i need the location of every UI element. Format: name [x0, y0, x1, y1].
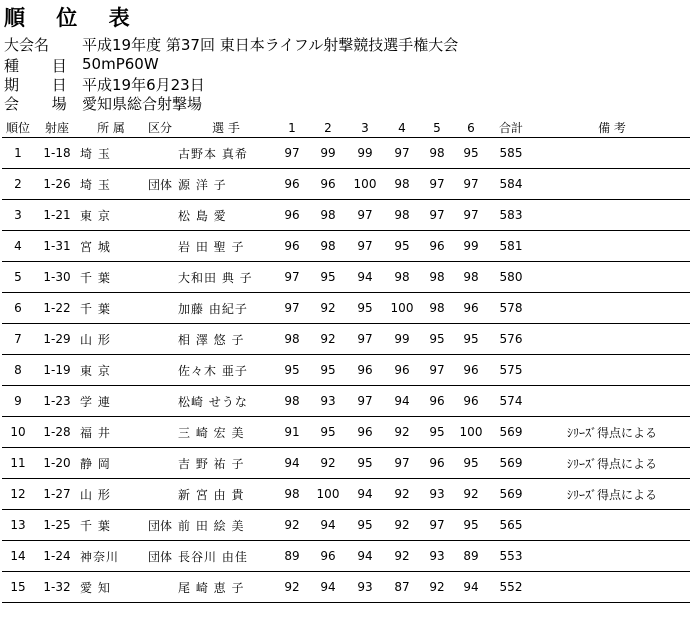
venue-value: 愛知県総合射撃場 [82, 95, 203, 113]
affiliation-cell: 静 岡 [80, 448, 142, 479]
series4-score-cell: 96 [384, 355, 420, 386]
lane-cell: 1-27 [34, 479, 80, 510]
name-cell: 新 宮 由 貴 [178, 479, 274, 510]
lane-cell: 1-24 [34, 541, 80, 572]
series5-score-cell: 93 [420, 479, 454, 510]
series4-score-cell: 98 [384, 262, 420, 293]
series4-score-cell: 98 [384, 169, 420, 200]
event-label: 種 目 [4, 57, 81, 75]
series3-score-cell: 100 [346, 169, 384, 200]
total-score-cell: 581 [488, 231, 534, 262]
series1-score-cell: 94 [274, 448, 310, 479]
series1-score-cell: 95 [274, 355, 310, 386]
series2-score-cell: 95 [310, 262, 346, 293]
affiliation-cell: 埼 玉 [80, 138, 142, 169]
series6-score-cell: 95 [454, 138, 488, 169]
rank-cell: 11 [2, 448, 34, 479]
series1-score-cell: 97 [274, 293, 310, 324]
rank-cell: 12 [2, 479, 34, 510]
name-cell: 佐々木 亜子 [178, 355, 274, 386]
lane-cell: 1-23 [34, 386, 80, 417]
series4-score-cell: 92 [384, 479, 420, 510]
affiliation-cell: 千 葉 [80, 293, 142, 324]
rank-cell: 6 [2, 293, 34, 324]
note-cell [534, 200, 690, 231]
name-cell: 長谷川 由佳 [178, 541, 274, 572]
name-cell: 尾 崎 恵 子 [178, 572, 274, 603]
rank-cell: 14 [2, 541, 34, 572]
table-row [2, 479, 690, 510]
series1-score-cell: 92 [274, 572, 310, 603]
venue-label: 会 場 [4, 95, 81, 113]
affiliation-cell: 宮 城 [80, 231, 142, 262]
event-value: 50mP60W [82, 55, 159, 73]
name-cell: 古野本 真希 [178, 138, 274, 169]
col-header-lane: 射座 [34, 118, 80, 138]
table-row [2, 417, 690, 448]
series6-score-cell: 100 [454, 417, 488, 448]
table-row [2, 293, 690, 324]
total-score-cell: 575 [488, 355, 534, 386]
rank-cell: 10 [2, 417, 34, 448]
series3-score-cell: 95 [346, 293, 384, 324]
series2-score-cell: 96 [310, 169, 346, 200]
series6-score-cell: 96 [454, 355, 488, 386]
affiliation-cell: 学 連 [80, 386, 142, 417]
series1-score-cell: 98 [274, 386, 310, 417]
note-cell: ｼﾘｰｽﾞ得点による [534, 479, 690, 510]
series2-score-cell: 92 [310, 293, 346, 324]
rank-cell: 15 [2, 572, 34, 603]
name-cell: 三 崎 宏 美 [178, 417, 274, 448]
name-cell: 松 島 愛 [178, 200, 274, 231]
table-row [2, 324, 690, 355]
rank-cell: 9 [2, 386, 34, 417]
series3-score-cell: 99 [346, 138, 384, 169]
series1-score-cell: 96 [274, 169, 310, 200]
total-score-cell: 553 [488, 541, 534, 572]
series3-score-cell: 93 [346, 572, 384, 603]
series5-score-cell: 97 [420, 200, 454, 231]
rank-cell: 13 [2, 510, 34, 541]
date-label: 期 日 [4, 76, 81, 94]
series1-score-cell: 91 [274, 417, 310, 448]
rank-cell: 5 [2, 262, 34, 293]
series2-score-cell: 94 [310, 510, 346, 541]
table-row [2, 386, 690, 417]
name-cell: 前 田 絵 美 [178, 510, 274, 541]
series1-score-cell: 89 [274, 541, 310, 572]
total-score-cell: 580 [488, 262, 534, 293]
series6-score-cell: 94 [454, 572, 488, 603]
series1-score-cell: 92 [274, 510, 310, 541]
division-cell [142, 479, 178, 510]
note-cell: ｼﾘｰｽﾞ得点による [534, 448, 690, 479]
series4-score-cell: 97 [384, 448, 420, 479]
series3-score-cell: 97 [346, 324, 384, 355]
total-score-cell: 552 [488, 572, 534, 603]
lane-cell: 1-19 [34, 355, 80, 386]
series6-score-cell: 96 [454, 386, 488, 417]
division-cell [142, 386, 178, 417]
col-header-s3: 3 [346, 118, 384, 138]
series6-score-cell: 95 [454, 448, 488, 479]
rank-cell: 4 [2, 231, 34, 262]
total-score-cell: 569 [488, 417, 534, 448]
series5-score-cell: 97 [420, 169, 454, 200]
series4-score-cell: 92 [384, 417, 420, 448]
table-row [2, 448, 690, 479]
series2-score-cell: 99 [310, 138, 346, 169]
affiliation-cell: 山 形 [80, 479, 142, 510]
series6-score-cell: 99 [454, 231, 488, 262]
series1-score-cell: 96 [274, 231, 310, 262]
series2-score-cell: 94 [310, 572, 346, 603]
division-cell: 団体 [142, 169, 178, 200]
series5-score-cell: 96 [420, 231, 454, 262]
division-cell [142, 417, 178, 448]
series4-score-cell: 87 [384, 572, 420, 603]
series5-score-cell: 98 [420, 262, 454, 293]
series3-score-cell: 96 [346, 355, 384, 386]
rank-cell: 1 [2, 138, 34, 169]
division-cell [142, 324, 178, 355]
tournament-label: 大会名 [4, 36, 50, 54]
lane-cell: 1-29 [34, 324, 80, 355]
table-row [2, 200, 690, 231]
table-row [2, 572, 690, 603]
lane-cell: 1-26 [34, 169, 80, 200]
series3-score-cell: 97 [346, 200, 384, 231]
ranking-table [2, 118, 690, 603]
page-title: 順 位 表 [4, 6, 142, 30]
rank-cell: 3 [2, 200, 34, 231]
series2-score-cell: 98 [310, 231, 346, 262]
lane-cell: 1-30 [34, 262, 80, 293]
col-header-note: 備 考 [534, 118, 690, 138]
series6-score-cell: 96 [454, 293, 488, 324]
series2-score-cell: 98 [310, 200, 346, 231]
series3-score-cell: 94 [346, 262, 384, 293]
note-cell [534, 510, 690, 541]
series2-score-cell: 95 [310, 355, 346, 386]
tournament-value: 平成19年度 第37回 東日本ライフル射撃競技選手権大会 [82, 36, 459, 54]
col-header-s5: 5 [420, 118, 454, 138]
total-score-cell: 578 [488, 293, 534, 324]
series5-score-cell: 95 [420, 417, 454, 448]
total-score-cell: 569 [488, 448, 534, 479]
series1-score-cell: 98 [274, 479, 310, 510]
rank-cell: 8 [2, 355, 34, 386]
series2-score-cell: 92 [310, 324, 346, 355]
note-cell [534, 541, 690, 572]
series4-score-cell: 95 [384, 231, 420, 262]
total-score-cell: 583 [488, 200, 534, 231]
division-cell: 団体 [142, 510, 178, 541]
table-row [2, 169, 690, 200]
division-cell: 団体 [142, 541, 178, 572]
affiliation-cell: 東 京 [80, 355, 142, 386]
rank-cell: 2 [2, 169, 34, 200]
series6-score-cell: 95 [454, 324, 488, 355]
division-cell [142, 355, 178, 386]
col-header-total: 合計 [488, 118, 534, 138]
total-score-cell: 584 [488, 169, 534, 200]
division-cell [142, 138, 178, 169]
name-cell: 加藤 由紀子 [178, 293, 274, 324]
series5-score-cell: 98 [420, 138, 454, 169]
note-cell [534, 169, 690, 200]
name-cell: 松崎 せうな [178, 386, 274, 417]
affiliation-cell: 埼 玉 [80, 169, 142, 200]
total-score-cell: 585 [488, 138, 534, 169]
affiliation-cell: 東 京 [80, 200, 142, 231]
division-cell [142, 231, 178, 262]
name-cell: 吉 野 祐 子 [178, 448, 274, 479]
table-row [2, 231, 690, 262]
division-cell [142, 200, 178, 231]
col-header-s2: 2 [310, 118, 346, 138]
series1-score-cell: 96 [274, 200, 310, 231]
lane-cell: 1-21 [34, 200, 80, 231]
note-cell [534, 293, 690, 324]
series4-score-cell: 92 [384, 541, 420, 572]
series5-score-cell: 92 [420, 572, 454, 603]
table-row [2, 355, 690, 386]
table-row [2, 541, 690, 572]
total-score-cell: 574 [488, 386, 534, 417]
series1-score-cell: 98 [274, 324, 310, 355]
series5-score-cell: 98 [420, 293, 454, 324]
series3-score-cell: 97 [346, 231, 384, 262]
series6-score-cell: 97 [454, 200, 488, 231]
lane-cell: 1-20 [34, 448, 80, 479]
col-header-s6: 6 [454, 118, 488, 138]
affiliation-cell: 千 葉 [80, 510, 142, 541]
series3-score-cell: 96 [346, 417, 384, 448]
lane-cell: 1-32 [34, 572, 80, 603]
series4-score-cell: 98 [384, 200, 420, 231]
lane-cell: 1-25 [34, 510, 80, 541]
series2-score-cell: 93 [310, 386, 346, 417]
series4-score-cell: 100 [384, 293, 420, 324]
col-header-s1: 1 [274, 118, 310, 138]
total-score-cell: 569 [488, 479, 534, 510]
col-header-division: 区分 [142, 118, 178, 138]
series1-score-cell: 97 [274, 138, 310, 169]
date-value: 平成19年6月23日 [82, 76, 205, 94]
series2-score-cell: 96 [310, 541, 346, 572]
series5-score-cell: 97 [420, 355, 454, 386]
note-cell [534, 138, 690, 169]
lane-cell: 1-28 [34, 417, 80, 448]
note-cell [534, 231, 690, 262]
division-cell [142, 572, 178, 603]
name-cell: 相 澤 悠 子 [178, 324, 274, 355]
affiliation-cell: 千 葉 [80, 262, 142, 293]
series5-score-cell: 93 [420, 541, 454, 572]
series5-score-cell: 96 [420, 386, 454, 417]
series3-score-cell: 94 [346, 541, 384, 572]
series5-score-cell: 95 [420, 324, 454, 355]
series3-score-cell: 95 [346, 510, 384, 541]
col-header-s4: 4 [384, 118, 420, 138]
series6-score-cell: 92 [454, 479, 488, 510]
series6-score-cell: 89 [454, 541, 488, 572]
col-header-name: 選 手 [178, 118, 274, 138]
series3-score-cell: 95 [346, 448, 384, 479]
series4-score-cell: 94 [384, 386, 420, 417]
lane-cell: 1-18 [34, 138, 80, 169]
name-cell: 源 洋 子 [178, 169, 274, 200]
series5-score-cell: 97 [420, 510, 454, 541]
table-row [2, 138, 690, 169]
series4-score-cell: 99 [384, 324, 420, 355]
series4-score-cell: 92 [384, 510, 420, 541]
series1-score-cell: 97 [274, 262, 310, 293]
series5-score-cell: 96 [420, 448, 454, 479]
series6-score-cell: 98 [454, 262, 488, 293]
table-row [2, 262, 690, 293]
lane-cell: 1-31 [34, 231, 80, 262]
series4-score-cell: 97 [384, 138, 420, 169]
note-cell: ｼﾘｰｽﾞ得点による [534, 417, 690, 448]
note-cell [534, 262, 690, 293]
table-row [2, 510, 690, 541]
affiliation-cell: 山 形 [80, 324, 142, 355]
note-cell [534, 355, 690, 386]
lane-cell: 1-22 [34, 293, 80, 324]
note-cell [534, 324, 690, 355]
affiliation-cell: 愛 知 [80, 572, 142, 603]
series3-score-cell: 97 [346, 386, 384, 417]
affiliation-cell: 神奈川 [80, 541, 142, 572]
col-header-affiliation: 所 属 [80, 118, 142, 138]
total-score-cell: 565 [488, 510, 534, 541]
series2-score-cell: 92 [310, 448, 346, 479]
name-cell: 大和田 典 子 [178, 262, 274, 293]
total-score-cell: 576 [488, 324, 534, 355]
series6-score-cell: 95 [454, 510, 488, 541]
name-cell: 岩 田 聖 子 [178, 231, 274, 262]
series3-score-cell: 94 [346, 479, 384, 510]
division-cell [142, 262, 178, 293]
affiliation-cell: 福 井 [80, 417, 142, 448]
series2-score-cell: 100 [310, 479, 346, 510]
col-header-rank: 順位 [2, 118, 34, 138]
division-cell [142, 293, 178, 324]
note-cell [534, 386, 690, 417]
series6-score-cell: 97 [454, 169, 488, 200]
table-header-row [2, 118, 690, 138]
note-cell [534, 572, 690, 603]
division-cell [142, 448, 178, 479]
rank-cell: 7 [2, 324, 34, 355]
series2-score-cell: 95 [310, 417, 346, 448]
